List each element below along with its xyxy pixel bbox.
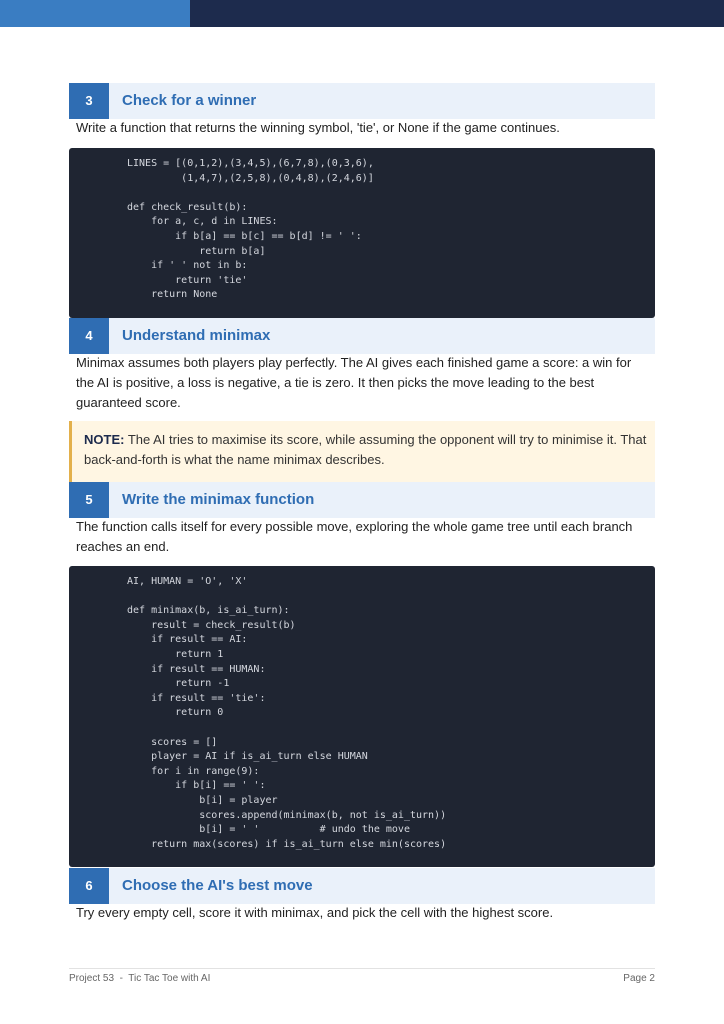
step-title: Choose the AI's best move xyxy=(122,877,313,894)
footer-project-title: Project 53 - Tic Tac Toe with AI xyxy=(69,973,211,984)
note-callout xyxy=(69,421,655,483)
top-banner xyxy=(0,0,724,27)
step-5-description: The function calls itself for every possible move, exploring the whole game tree until each branch reaches an end. xyxy=(76,519,633,554)
step-title: Write the minimax function xyxy=(122,491,315,508)
step-header-4 xyxy=(69,318,655,354)
step-header-6 xyxy=(69,868,655,904)
step-number: 4 xyxy=(69,318,109,354)
footer-page-number: Page 2 xyxy=(623,973,655,984)
code-block-minimax xyxy=(69,566,655,867)
code-block-check-result xyxy=(69,148,655,318)
step-header-3 xyxy=(69,83,655,119)
step-header-5 xyxy=(69,482,655,518)
footer-divider xyxy=(69,968,655,969)
step-number: 5 xyxy=(69,482,109,518)
step-3-description: Write a function that returns the winning symbol, 'tie', or None if the game continues. xyxy=(76,120,560,135)
step-6-description: Try every empty cell, score it with minimax, and pick the cell with the highest score. xyxy=(76,905,554,920)
step-title: Understand minimax xyxy=(122,327,271,344)
note-body: The AI tries to maximise its score, while assuming the opponent will try to minimise it. That back-and-forth is what the name minimax describes. xyxy=(84,432,647,467)
step-title: Check for a winner xyxy=(122,92,257,109)
code-text: AI, HUMAN = 'O', 'X' def minimax(b, is_ai_turn): result = check_result(b) if result == AI: return 1 if result == HUMAN: return -1 if result == 'tie': return 0 scores = [] player = AI if is_ai_turn else HUMAN for i in range(9): if b[i] == ' ': b[i] = player scores.append(minimax(b, not is_ai_turn)) b[i] = ' ' # undo the move return max(scores) if is_ai_turn else min(scores) xyxy=(127,576,447,850)
top-banner-accent xyxy=(0,0,190,27)
code-text: LINES = [(0,1,2),(3,4,5),(6,7,8),(0,3,6), (1,4,7),(2,5,8),(0,4,8),(2,4,6)] def check_result(b): for a, c, d in LINES: if b[a] == b[c] == b[d] != ' ': return b[a] if ' ' not in b: return 'tie' return None xyxy=(127,158,374,301)
step-number: 6 xyxy=(69,868,109,904)
step-number: 3 xyxy=(69,83,109,119)
note-label: NOTE: xyxy=(84,432,125,447)
step-4-description: Minimax assumes both players play perfectly. The AI gives each finished game a score: a win for the AI is positive, a loss is negative, a tie is zero. It then picks the move leading to the best guaranteed score. xyxy=(76,355,632,410)
note-text xyxy=(84,430,649,470)
